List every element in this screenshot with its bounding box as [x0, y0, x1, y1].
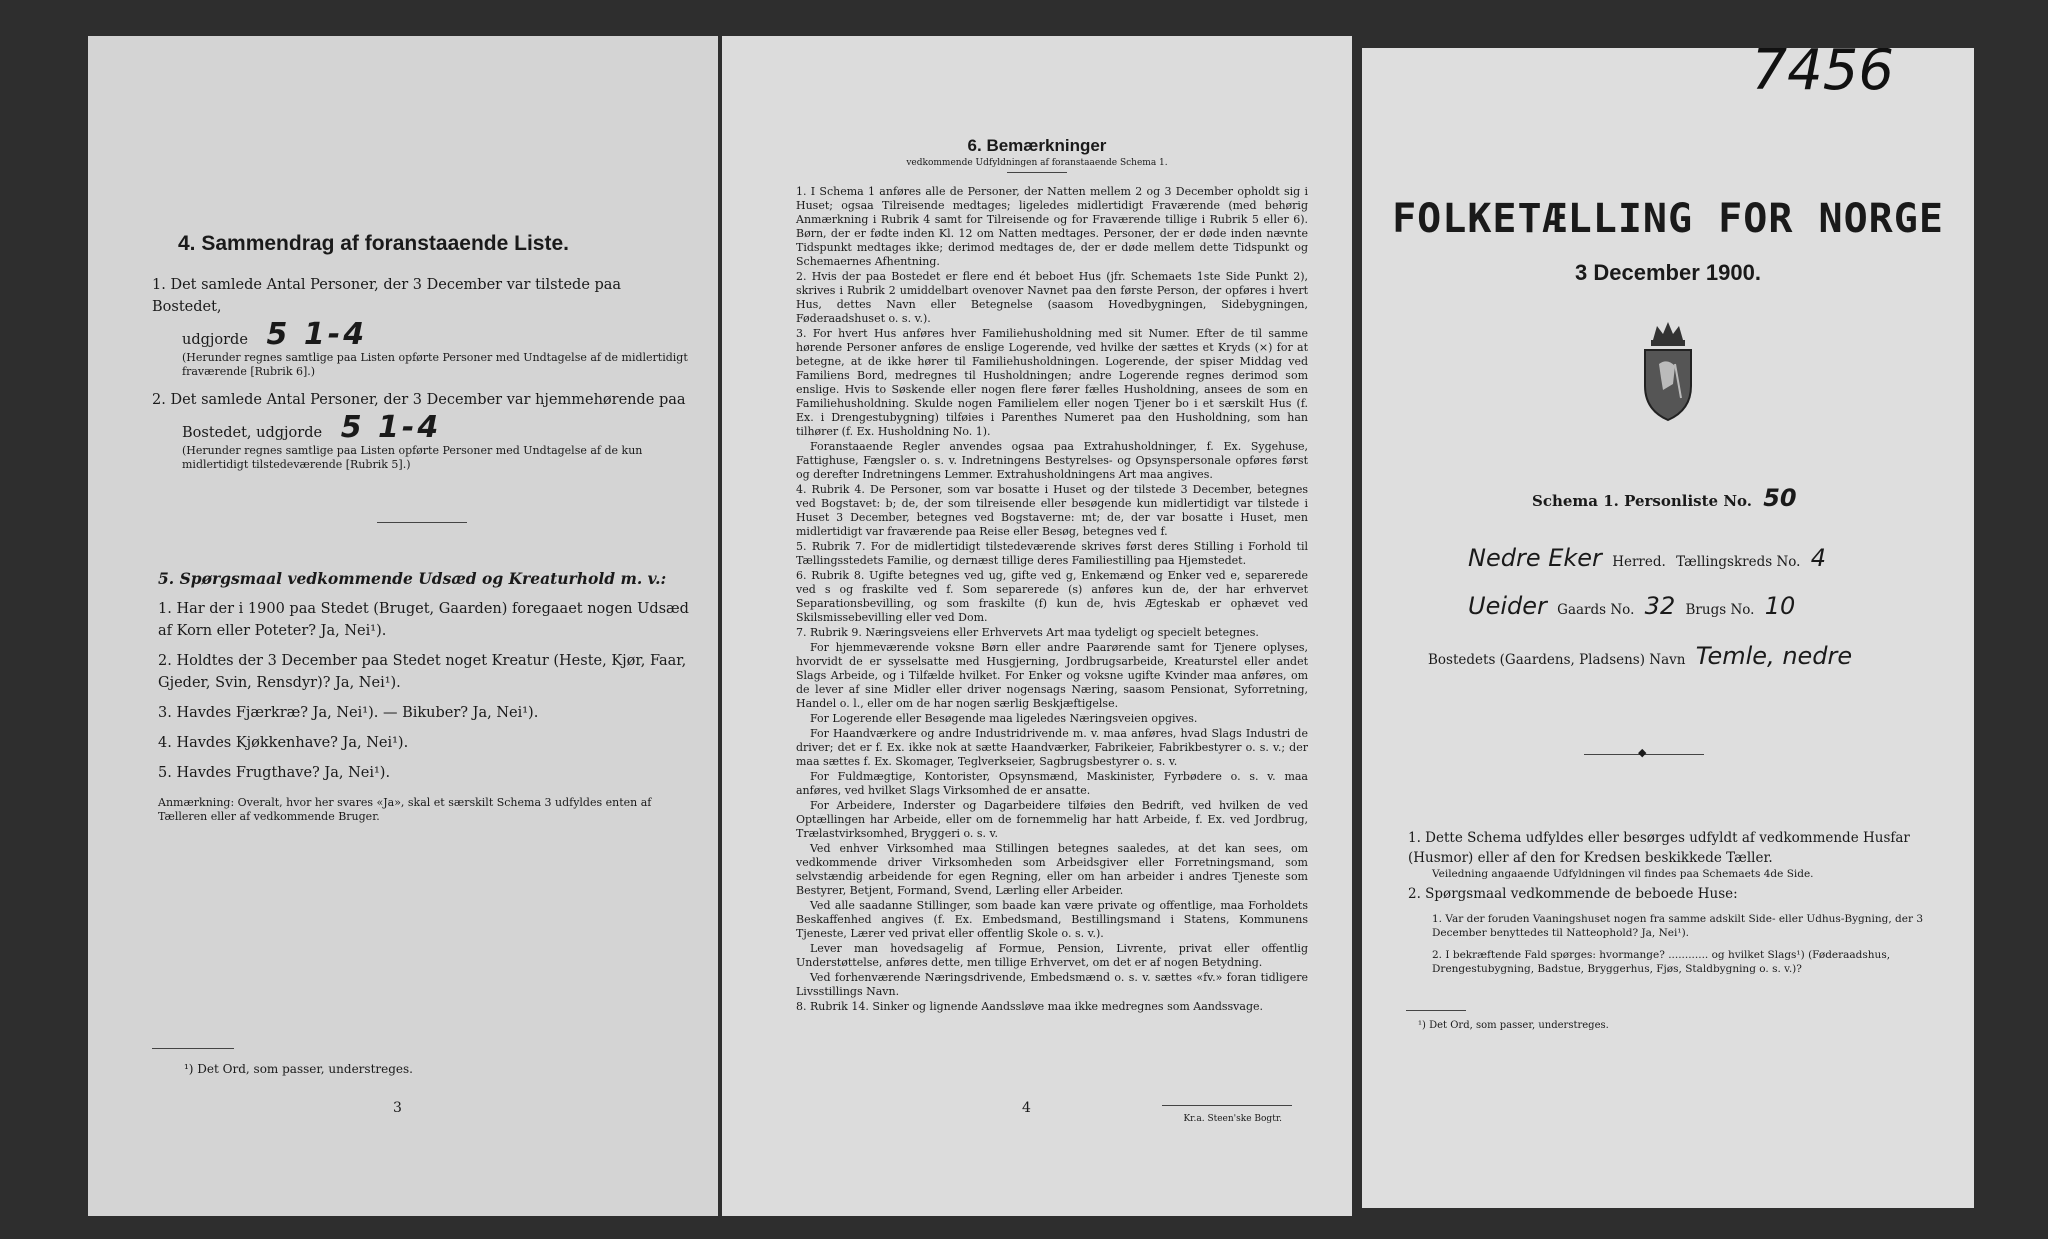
item1-text: 1. Det samlede Antal Personer, der 3 December var tilstede paa Bostedet, — [152, 277, 622, 315]
question-2: 2. Holdtes der 3 December paa Stedet noget Kreatur (Heste, Kjør, Faar, Gjeder, Svin, Rensdyr)? Ja, Nei¹). — [158, 653, 687, 691]
divider — [377, 522, 467, 523]
instruction-1: 1. Dette Schema udfyldes eller besørges udfyldt af vedkommende Husfar (Husmor) eller af den for Kredsen beskikkede Tæller. — [1408, 830, 1910, 866]
remark-item: 4. Rubrik 4. De Personer, som var bosatte i Huset og der tilstede 3 December, betegnes ved Bogstavet: b; de, der som tilreisende eller besøgende kun midlertidigt var tilstede i Huset 3 December, betegnes ved Bogstaverne: mt; de, der var bosatte i Huset, men midlertidigt var fraværende paa Reise eller Besøg, betegnes ved f. — [796, 483, 1308, 538]
footnote-rule — [1406, 1010, 1466, 1011]
remark-item: 3. For hvert Hus anføres hver Familiehusholdning med sit Numer. Efter de til samme hørende Personer anføres de enslige Logerende, ved hvilke der sættes et Kryds (×) for at betegne, at de ikke hører til Familiehusholdningen. Logerende, der spiser Middag ved Familiens Bord, medregnes til Husholdningen; andre Logerende regnes derimod som enslige. Hvis to Søskende eller nogen flere fører fælles Husholdning, ansees de som en Familiehusholdning. Skulde nogen Familielem eller nogen Tjener bo i et særskilt Hus (f. Ex. i Drengestubygning) tilføies i Parenthes Numeret paa den Husholdning, som han tilhører (f. Ex. Husholdning No. 1). — [796, 327, 1308, 438]
section-4-title: 4. Sammendrag af foranstaaende Liste. — [178, 232, 569, 255]
item2-prefix: Bostedet, udgjorde — [182, 425, 323, 441]
remark-item: Ved forhenværende Næringsdrivende, Embedsmænd o. s. v. sættes «fv.» foran tidligere Livsstillings Navn. — [796, 971, 1308, 998]
question-1: 1. Har der i 1900 paa Stedet (Bruget, Gaarden) foregaaet nogen Udsæd af Korn eller Poteter? Ja, Nei¹). — [158, 601, 689, 639]
item1-prefix: udgjorde — [182, 332, 248, 348]
schema-value: 50 — [1763, 484, 1797, 512]
schema-line — [1532, 484, 1803, 512]
question-5: 5. Havdes Frugthave? Ja, Nei¹). — [158, 765, 391, 781]
ornament-divider: ◆ — [1584, 754, 1704, 755]
remark-item: 8. Rubrik 14. Sinker og lignende Aandssløve maa ikke medregnes som Aandssvage. — [796, 1000, 1264, 1013]
section-4-body — [152, 274, 692, 523]
bosted-label: Bostedets (Gaardens, Pladsens) Navn — [1428, 652, 1686, 668]
remarks-list — [796, 185, 1308, 1014]
printer-credit: Kr.a. Steen'ske Bogtr. — [1183, 1114, 1282, 1124]
gaard-label: Gaards No. — [1557, 602, 1635, 618]
krets-label: Tællingskreds No. — [1676, 554, 1801, 570]
bosted-line — [1428, 642, 1858, 670]
remark-item: Ved enhver Virksomhed maa Stillingen betegnes saaledes, at det kan sees, om vedkommende driver Virksomheden som Arbeidsgiver eller Forretningsmand, som selvstændig arbeidende for egen Regning, eller om han arbeider i andres Tjeneste som Bestyrer, Betjent, Formand, Svend, Lærling eller Arbeider. — [796, 842, 1308, 897]
page-number: 4 — [1022, 1100, 1031, 1116]
remarks-subtitle: vedkommende Udfyldningen af foranstaaende Schema 1. — [906, 158, 1168, 168]
coat-of-arms-icon — [1633, 314, 1703, 428]
page-left — [88, 36, 718, 1216]
remark-note: Anmærkning: Overalt, hvor her svares «Ja», skal et særskilt Schema 3 udfyldes enten af Tælleren eller af vedkommende Bruger. — [158, 796, 652, 823]
remark-item: Lever man hovedsagelig af Formue, Pension, Livrente, privat eller offentlig Understøttelse, anføres dette, men tillige Erhvervet, om det er af nogen Betydning. — [796, 942, 1308, 969]
instruction-2-2: 2. I bekræftende Fald spørges: hvormange? ............ og hvilket Slags¹) (Føderaadshus, Drengestubygning, Badstue, Bryggerhus, Fjøs, Staldbygning o. s. v.)? — [1432, 949, 1891, 975]
section-5 — [158, 568, 698, 824]
instruction-1-note: Veiledning angaaende Udfyldningen vil findes paa Schemaets 4de Side. — [1432, 868, 1814, 880]
remark-item: Ved alle saadanne Stillinger, som baade kan være private og offentlige, maa Forholdets Beskaffenhed angives (f. Ex. Embedsmand, Bestillingsmand i Statens, Kommunens Tjeneste, Lærer ved privat eller offentlig Skole o. s. v.). — [796, 899, 1308, 940]
item1-note: (Herunder regnes samtlige paa Listen opførte Personer med Undtagelse af de midlertidigt fraværende [Rubrik 6].) — [182, 351, 688, 378]
item2-answer-row — [152, 410, 692, 445]
remark-item: 1. I Schema 1 anføres alle de Personer, der Natten mellem 2 og 3 December opholdt sig i Huset; ogsaa Tilreisende medtages; ligeledes midlertidigt Fraværende (med behørig Anmærkning i Rubrik 4 samt for Tilreisende og for Fraværende tillige i Rubrik 5 eller 6). Børn, der er fødte inden Kl. 12 om Natten medtages. Personer, der er døde inden nævnte Tidspunkt medtages ikke; derimod medtages de, der er døde mellem dette Tidspunkt og Schemaernes Afhentning. — [796, 185, 1308, 268]
census-title: FOLKETÆLLING FOR NORGE — [1392, 196, 1944, 242]
page-number: 3 — [393, 1100, 402, 1116]
krets-value: 4 — [1810, 544, 1827, 572]
gaard-value: Ueider — [1468, 592, 1547, 620]
instruction-2: 2. Spørgsmaal vedkommende de beboede Huse: — [1408, 886, 1738, 902]
remark-item: 5. Rubrik 7. For de midlertidigt tilstedeværende skrives først deres Stilling i Forhold til Tællingsstedets Familie, og dernæst tillige deres Familiestilling paa Hjemstedet. — [796, 540, 1308, 567]
item1-answer-row — [152, 317, 692, 352]
item1-handwritten-value: 5 1-4 — [266, 317, 368, 352]
remark-item: 2. Hvis der paa Bostedet er flere end ét beboet Hus (jfr. Schemaets 1ste Side Punkt 2), skrives i Rubrik 2 umiddelbart ovenover Navnet paa den første Person, der opføres i hvert Hus, dettes Navn eller Betegnelse (saasom Hovedbygningen, Sidebygningen, Føderaadshuset o. s. v.). — [796, 270, 1308, 325]
herred-label: Herred. — [1612, 554, 1666, 570]
remark-item: Foranstaaende Regler anvendes ogsaa paa Extrahusholdninger, f. Ex. Sygehuse, Fattighuse, Fængsler o. s. v. Indretningens Bestyrelses- og Opsynspersonale opføres først og derefter Indretningens Lemmer. Extrahusholdningens Art maa angives. — [796, 440, 1308, 481]
brugs-label: Brugs No. — [1685, 602, 1755, 618]
item2-text: 2. Det samlede Antal Personer, der 3 December var hjemmehørende paa — [152, 392, 686, 408]
section-5-title: 5. Spørgsmaal vedkommende Udsæd og Kreaturhold m. v.: — [158, 569, 667, 588]
remark-item: 7. Rubrik 9. Næringsveiens eller Erhvervets Art maa tydeligt og specielt betegnes. — [796, 626, 1259, 639]
item2-handwritten-value: 5 1-4 — [340, 410, 442, 445]
gaard-number: 32 — [1644, 592, 1676, 620]
brugs-number: 10 — [1764, 592, 1796, 620]
gaard-line — [1462, 592, 1801, 620]
footnote: ¹) Det Ord, som passer, understreges. — [1418, 1020, 1609, 1031]
item2-note: (Herunder regnes samtlige paa Listen opførte Personer med Undtagelse af de kun midlertidigt tilstedeværende [Rubrik 5].) — [182, 444, 643, 471]
remarks-header — [746, 136, 1328, 173]
question-4: 4. Havdes Kjøkkenhave? Ja, Nei¹). — [158, 735, 409, 751]
remark-item: 6. Rubrik 8. Ugifte betegnes ved ug, gifte ved g, Enkemænd og Enker ved e, separerede ved s og fraskilte ved f. Som separerede (s) anføres kun de, der har erhvervet Separationsbevilling, og som fraskilte (f) kun de, hvis Ægteskab er ophævet ved Skilsmissebevilling eller ved Dom. — [796, 569, 1308, 624]
printer-rule — [1162, 1105, 1292, 1106]
question-3: 3. Havdes Fjærkræ? Ja, Nei¹). — Bikuber? Ja, Nei¹). — [158, 705, 539, 721]
bosted-value: Temle, nedre — [1695, 642, 1853, 670]
remark-item: For Arbeidere, Inderster og Dagarbeidere tilføies den Bedrift, ved hvilken de ved Optællingen har Arbeide, eller om de fornemmelig har hatt Arbeide, f. Ex. ved Jordbrug, Trælastvirksomhed, Bryggeri o. s. v. — [796, 799, 1308, 840]
instructions — [1408, 828, 1928, 976]
herred-value: Nedre Eker — [1468, 544, 1602, 572]
remark-item: For hjemmeværende voksne Børn eller andre Paarørende samt for Tjenere oplyses, hvorvidt de er sysselsatte med Husgjerning, Jordbrugsarbeide, Kreaturstel eller andet Slags Arbeide, og i Tilfælde hvilket. For Enker og voksne ugifte Kvinder maa anføres, om de lever af sine Midler eller driver nogensags Næring, saasom Pensionat, Syforretning, Handel o. l., eller om de har nogen særlig Beskjæftigelse. — [796, 641, 1308, 710]
page-right — [1362, 48, 1974, 1208]
census-date: 3 December 1900. — [1575, 260, 1761, 285]
header-rule — [1007, 172, 1067, 173]
archive-number: 7456 — [1751, 48, 1894, 103]
instruction-2-1: 1. Var der foruden Vaaningshuset nogen fra samme adskilt Side- eller Udhus-Bygning, der 3 December benyttedes til Natteophold? Ja, Nei¹). — [1432, 913, 1923, 939]
herred-line — [1462, 544, 1832, 572]
footnote-rule — [152, 1048, 234, 1049]
page-middle — [722, 36, 1352, 1216]
footnote: ¹) Det Ord, som passer, understreges. — [184, 1062, 413, 1076]
schema-label: Schema 1. Personliste No. — [1532, 492, 1752, 510]
remark-item: For Fuldmægtige, Kontorister, Opsynsmænd, Maskinister, Fyrbødere o. s. v. maa anføres, ved hvilket Slags Virksomhed de er ansatte. — [796, 770, 1308, 797]
remark-item: For Logerende eller Besøgende maa ligeledes Næringsveien opgives. — [810, 712, 1198, 725]
remarks-title: 6. Bemærkninger — [967, 136, 1107, 155]
remark-item: For Haandværkere og andre Industridrivende m. v. maa anføres, hvad Slags Industri de driver; det er f. Ex. ikke nok at sætte Haandværker, Fabrikeier, Fabrikbestyrer o. s. v.; der maa sættes f. Ex. Skomager, Teglverkseier, Sagbrugsbestyrer o. s. v. — [796, 727, 1308, 768]
